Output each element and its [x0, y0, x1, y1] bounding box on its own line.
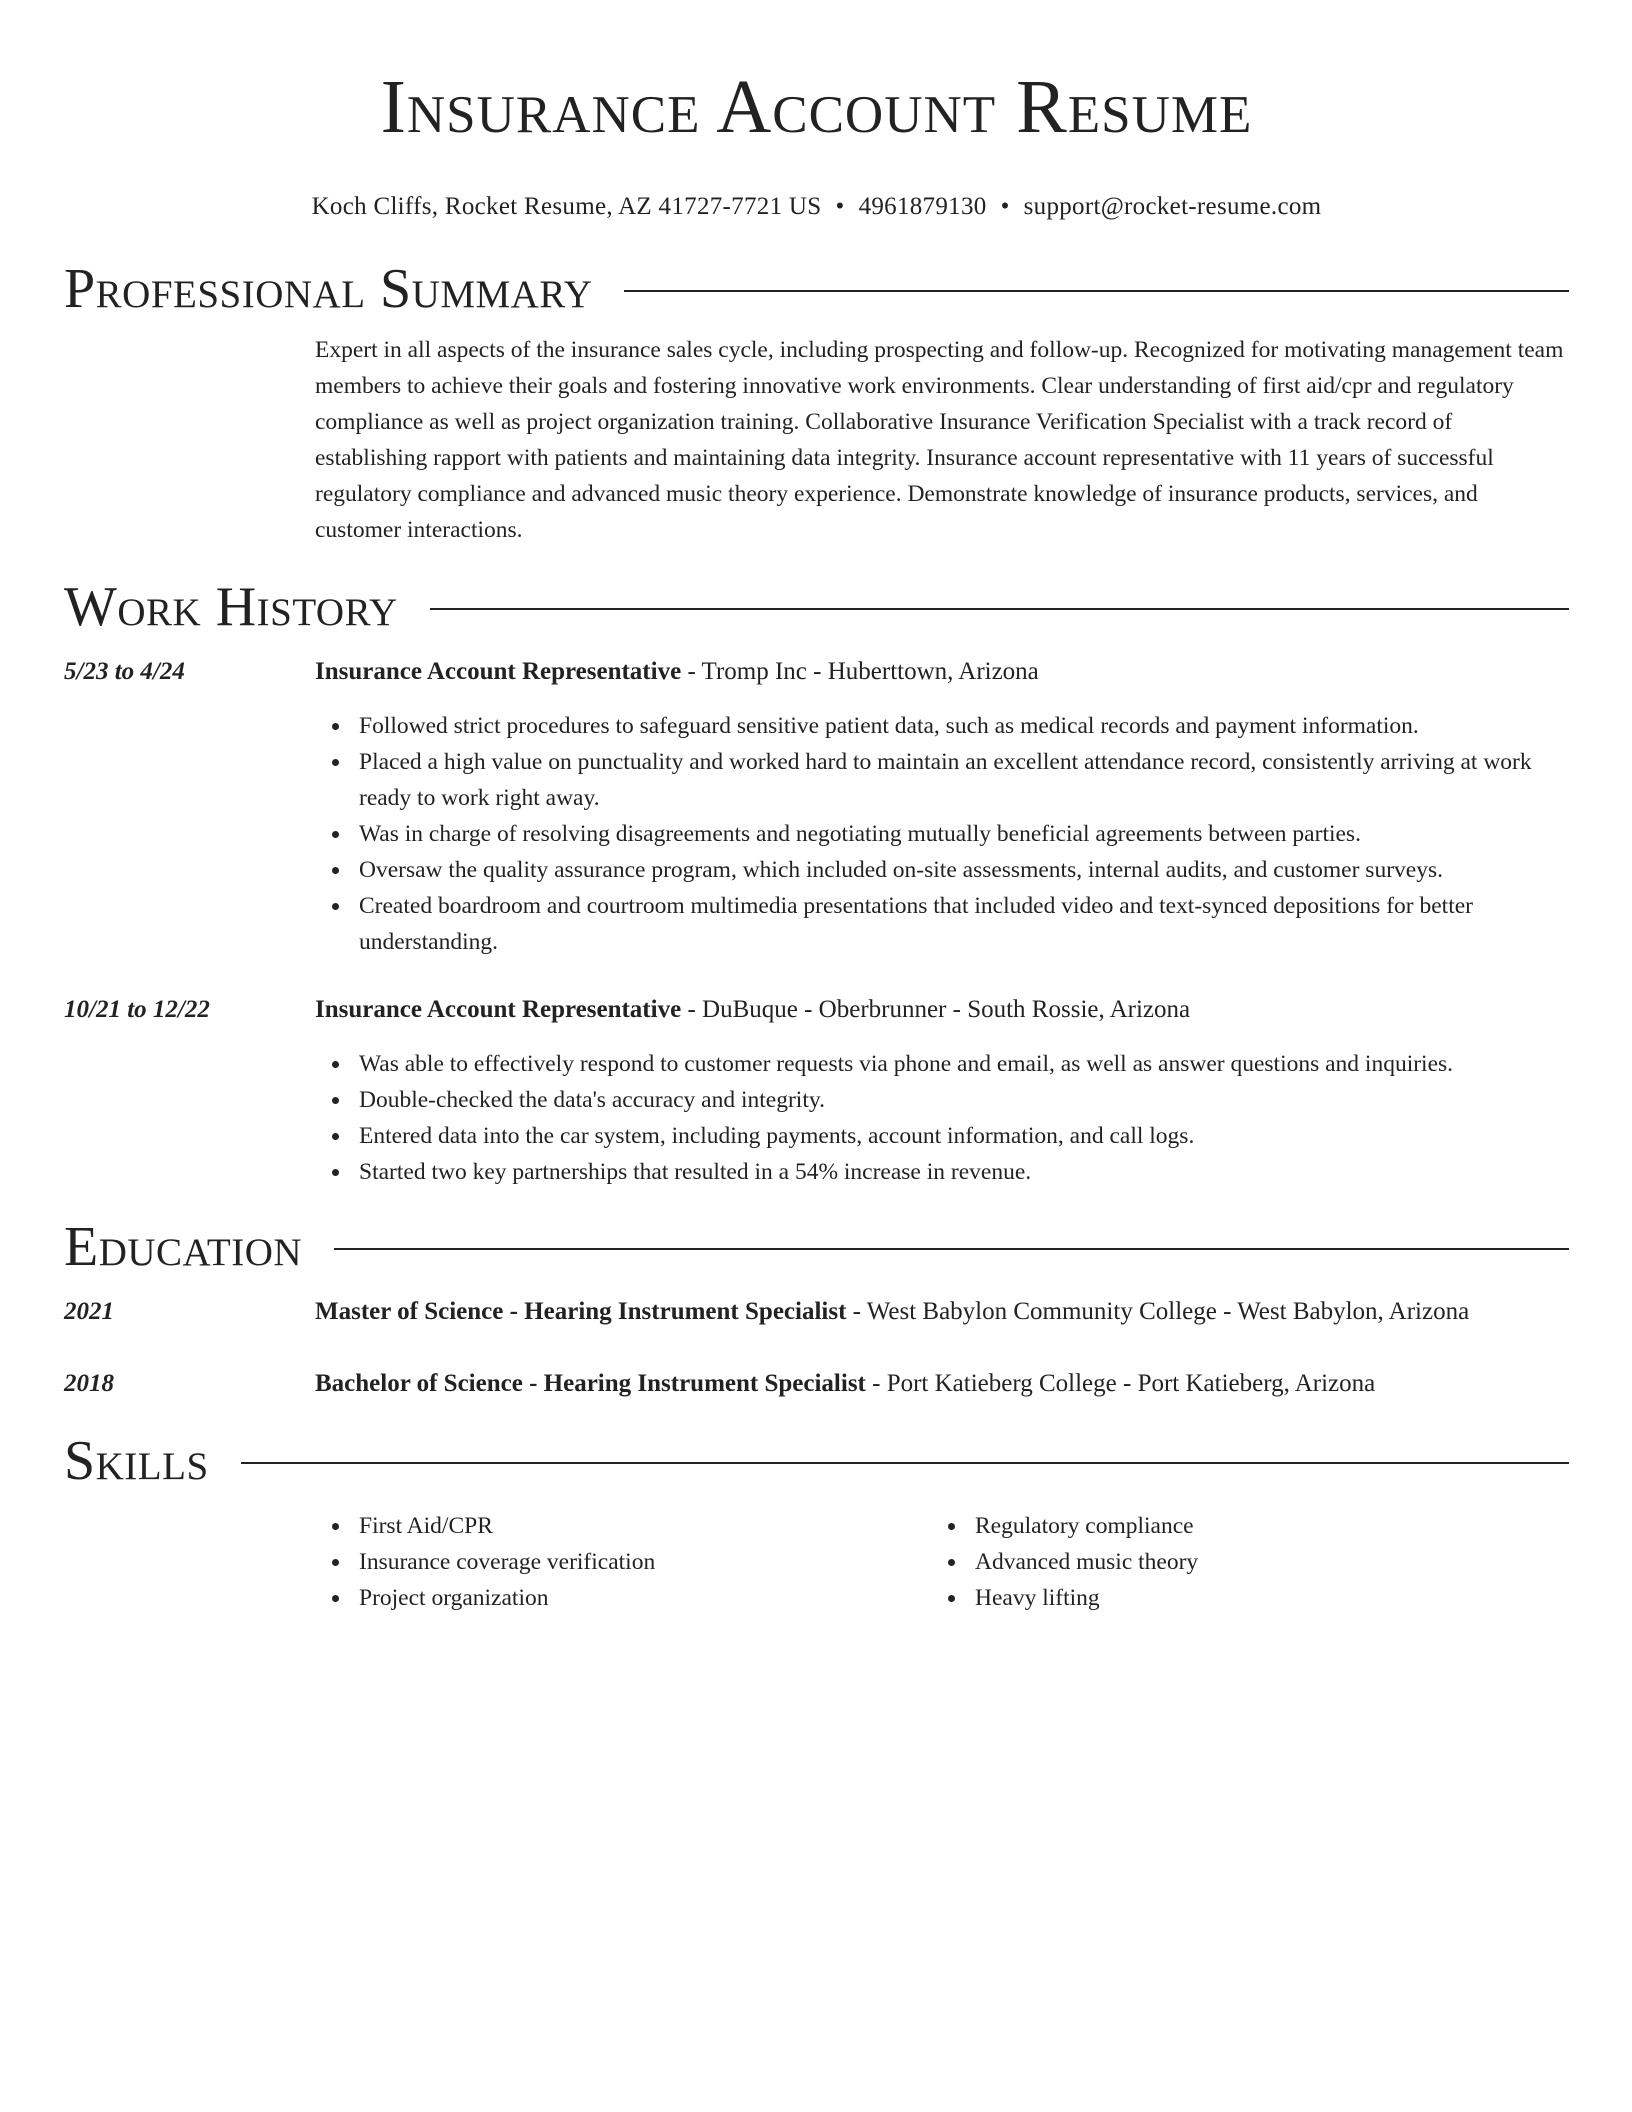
contact-email: support@rocket-resume.com [1023, 193, 1322, 220]
skills-column-left [315, 1508, 931, 1616]
skills-column-right [931, 1508, 1547, 1616]
contact-separator: • [835, 193, 845, 220]
section-divider [430, 608, 1569, 610]
skills-heading: Skills [64, 1430, 209, 1492]
job-details: - Tromp Inc - Huberttown, Arizona [681, 658, 1039, 685]
education-heading: Education [64, 1216, 303, 1278]
job-title: Insurance Account Representative [315, 658, 682, 685]
section-divider [334, 1248, 1569, 1250]
list-item: Followed strict procedures to safeguard sensitive patient data, such as medical records and payment information. [359, 708, 1569, 744]
work-heading: Work History [64, 576, 398, 638]
education-entry [64, 1294, 1569, 1330]
resume-page [64, 0, 1569, 1616]
education-details: - Port Katieberg College - Port Katieberg, Arizona [865, 1370, 1376, 1397]
job-dates: 10/21 to 12/22 [64, 996, 210, 1023]
education-details: - West Babylon Community College - West Babylon, Arizona [846, 1298, 1470, 1325]
summary-heading: Professional Summary [64, 258, 593, 320]
skill-item: Advanced music theory [975, 1544, 1547, 1580]
list-item: Oversaw the quality assurance program, which included on-site assessments, internal audits, and customer surveys. [359, 852, 1569, 888]
job-header [64, 654, 1569, 690]
list-item: Started two key partnerships that resulted in a 54% increase in revenue. [359, 1154, 1569, 1190]
job-bullets [315, 1046, 1569, 1190]
list-item: Was able to effectively respond to customer requests via phone and email, as well as answer questions and inquiries. [359, 1046, 1569, 1082]
contact-line [64, 192, 1569, 222]
education-line [315, 1366, 1569, 1402]
list-item: Entered data into the car system, including payments, account information, and call logs. [359, 1118, 1569, 1154]
education-line [315, 1294, 1569, 1330]
list-item: Double-checked the data's accuracy and integrity. [359, 1082, 1569, 1118]
education-entry [64, 1366, 1569, 1402]
summary-text: Expert in all aspects of the insurance sales cycle, including prospecting and follow-up. Recognized for motivating management team members to achieve their goals and fostering innovative work environments. Clear understanding of first aid/cpr and regulatory compliance as well as project organization training. Collaborative Insurance Verification Specialist with a track record of establishing rapport with patients and maintaining data integrity. Insurance account representative with 11 years of successful regulatory compliance and advanced music theory experience. Demonstrate knowledge of insurance products, services, and customer interactions. [315, 337, 1564, 543]
education-degree: Master of Science - Hearing Instrument Specialist [315, 1298, 847, 1325]
skill-item: First Aid/CPR [359, 1508, 931, 1544]
section-divider [241, 1462, 1569, 1464]
list-item: Was in charge of resolving disagreements and negotiating mutually beneficial agreements between parties. [359, 816, 1569, 852]
skills-section-header [64, 1428, 1569, 1494]
contact-address: Koch Cliffs, Rocket Resume, AZ 41727-7721 US [311, 193, 822, 220]
education-year: 2018 [64, 1370, 114, 1397]
list-item: Placed a high value on punctuality and worked hard to maintain an excellent attendance record, consistently arriving at work ready to work right away. [359, 744, 1569, 816]
list-item: Created boardroom and courtroom multimedia presentations that included video and text-synced depositions for better understanding. [359, 888, 1569, 960]
job-header [64, 992, 1569, 1028]
contact-separator: • [1000, 193, 1010, 220]
contact-phone: 4961879130 [858, 193, 987, 220]
summary-body [315, 332, 1569, 548]
education-year: 2021 [64, 1298, 114, 1325]
job-dates: 5/23 to 4/24 [64, 658, 185, 685]
resume-title: Insurance Account Resume [380, 65, 1253, 149]
skill-item: Heavy lifting [975, 1580, 1547, 1616]
job-bullets [315, 708, 1569, 960]
job-details: - DuBuque - Oberbrunner - South Rossie, Arizona [681, 996, 1191, 1023]
education-degree: Bachelor of Science - Hearing Instrument Specialist [315, 1370, 866, 1397]
skill-item: Regulatory compliance [975, 1508, 1547, 1544]
section-divider [624, 290, 1569, 292]
job-entry [64, 992, 1569, 1190]
skill-item: Project organization [359, 1580, 931, 1616]
skills-list [315, 1508, 1569, 1616]
education-section-header [64, 1214, 1569, 1280]
job-title-line [315, 992, 1569, 1028]
job-title: Insurance Account Representative [315, 996, 682, 1023]
job-title-line [315, 654, 1569, 690]
work-section-header [64, 574, 1569, 640]
job-entry [64, 654, 1569, 960]
summary-section-header [64, 256, 1569, 322]
skill-item: Insurance coverage verification [359, 1544, 931, 1580]
